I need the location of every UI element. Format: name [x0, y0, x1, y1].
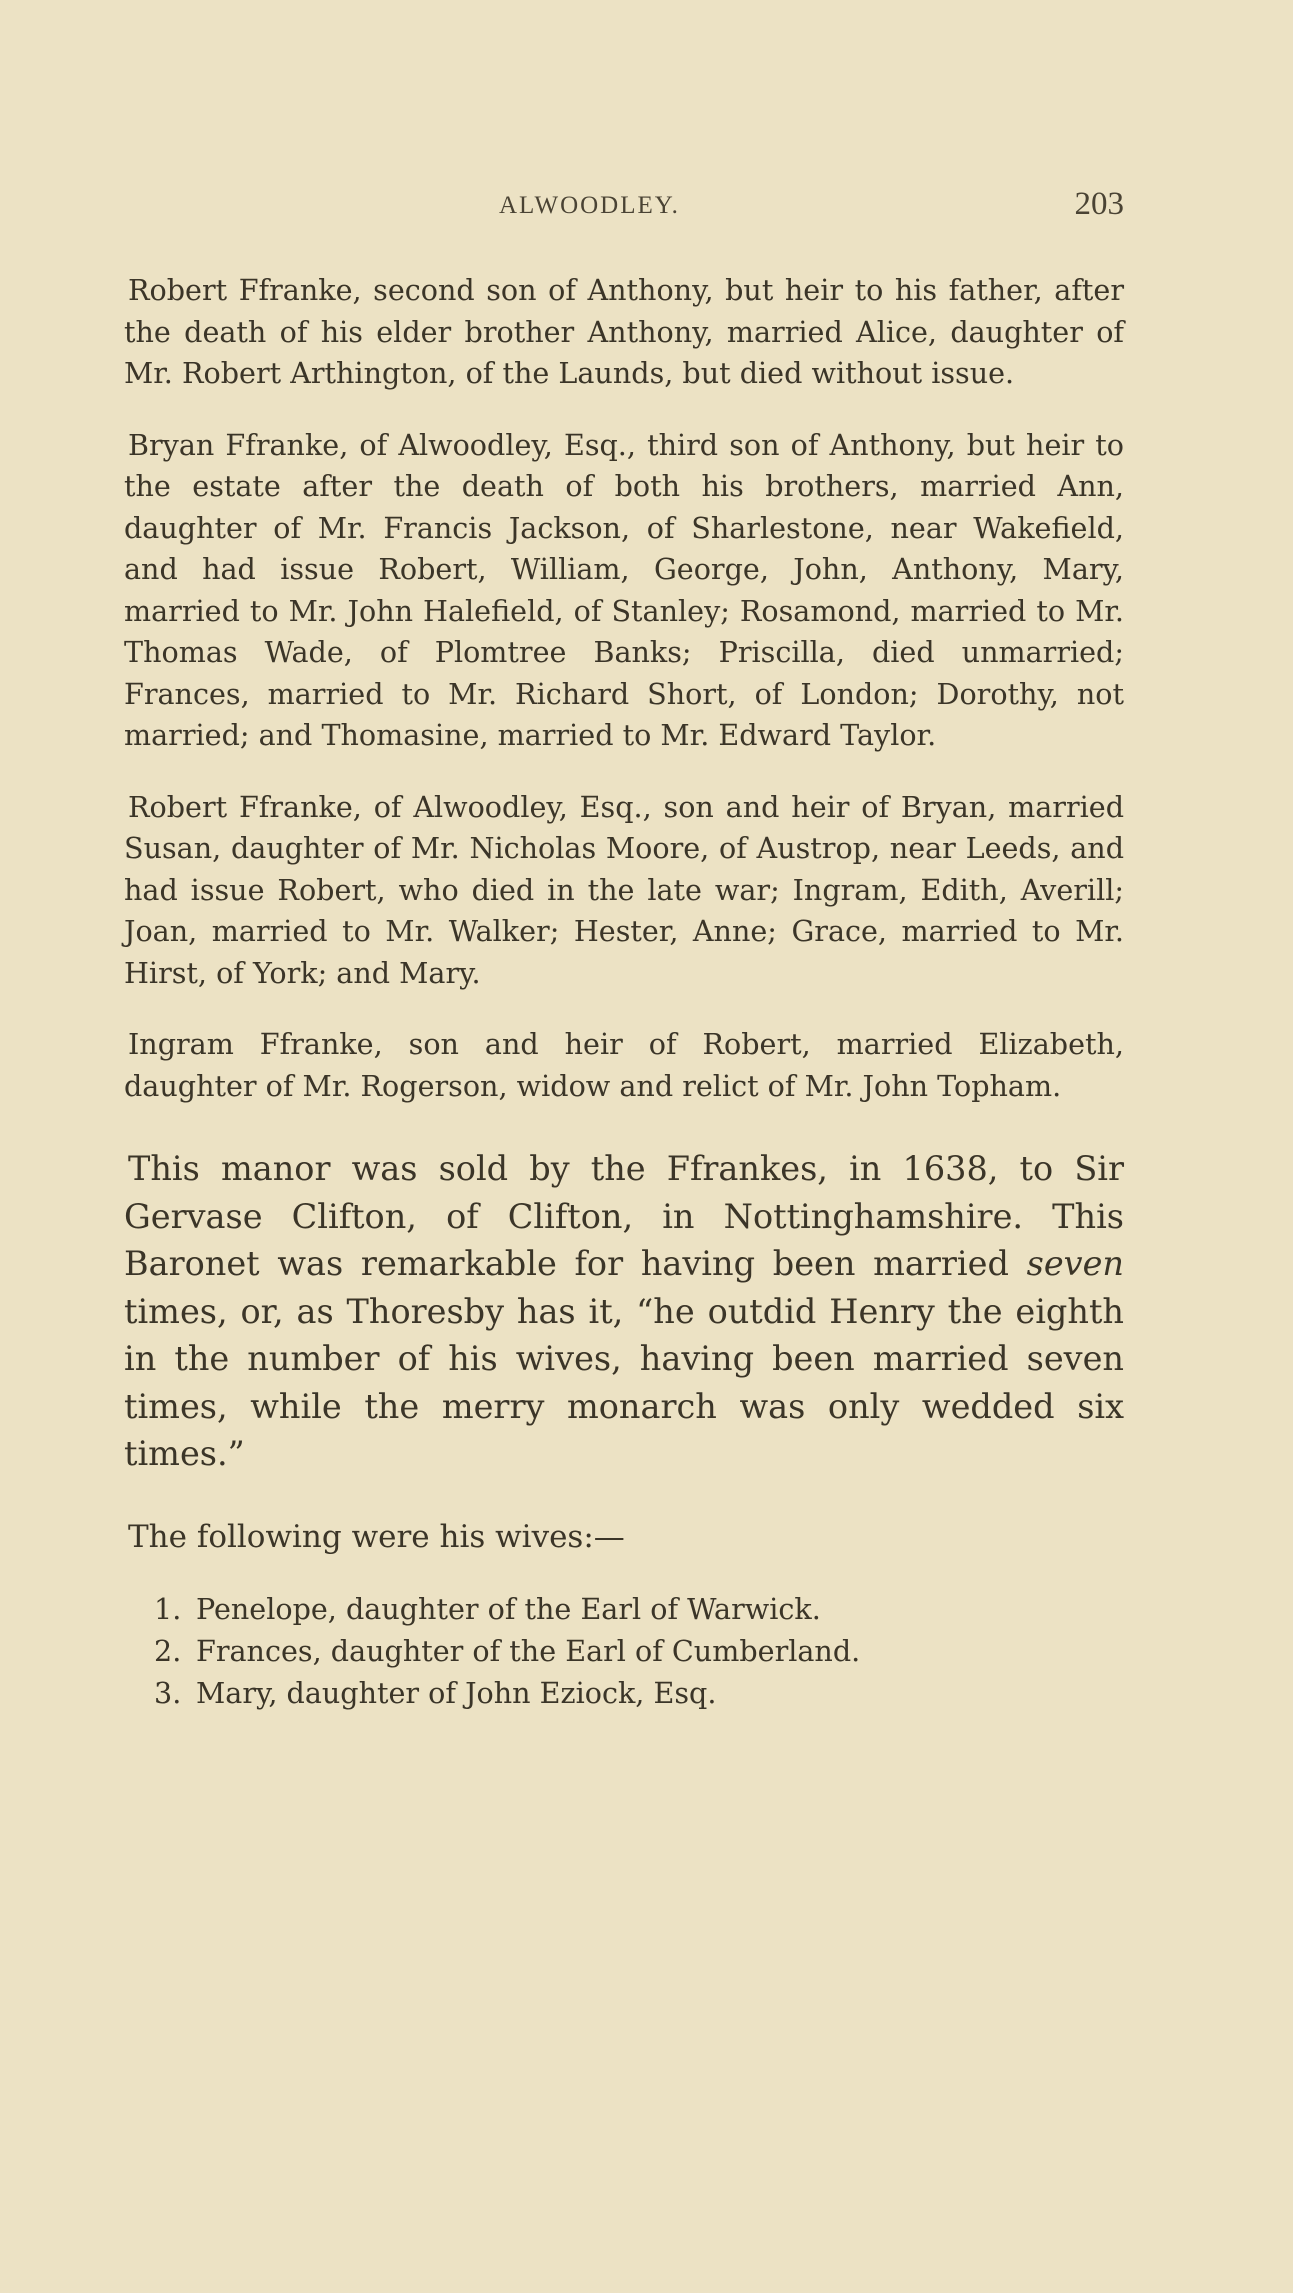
list-item [154, 1672, 1124, 1714]
paragraph-bryan-ffranke: Bryan Ffranke, of Alwoodley, Esq., third son of Anthony, but heir to the estate after the death of both his brothers, married Ann, daughter of Mr. Francis Jackson, of Sharlestone, near Wakefield, and had issue Robert, William, George, John, Anthony, Mary, married to Mr. John Halefield, of Stanley; Rosamond, married to Mr. Thomas Wade, of Plomtree Banks; Priscilla, died unmarried; Frances, married to Mr. Richard Short, of London; Dorothy, not married; and Thomasine, married to Mr. Edward Taylor. [124, 427, 1124, 752]
wives-list [154, 1588, 1124, 1714]
list-item-number: 2. [154, 1633, 182, 1668]
manor-sale-emphasis: seven [1026, 1244, 1124, 1283]
paragraph-robert-ffranke: Robert Ffranke, second son of Anthony, but heir to his father, after the death of his elder brother Anthony, married Alice, daughter of Mr. Robert Arthington, of the Launds, but died without issue. [124, 273, 1124, 390]
list-item-number: 3. [154, 1675, 182, 1710]
list-item-text: Mary, daughter of John Eziock, Esq. [196, 1675, 717, 1710]
paragraph-manor-sale [124, 1145, 1124, 1478]
list-intro: The following were his wives:— [128, 1518, 625, 1555]
list-item [154, 1588, 1124, 1630]
paragraph-robert-ffranke-esq: Robert Ffranke, of Alwoodley, Esq., son and heir of Bryan, married Susan, daughter of Mr. Nicholas Moore, of Austrop, near Leeds, and had issue Robert, who died in the late war; Ingram, Edith, Averill; Joan, married to Mr. Walker; Hester, Anne; Grace, married to Mr. Hirst, of York; and Mary. [124, 789, 1124, 990]
running-head: ALWOODLEY. [499, 192, 680, 219]
list-item-number: 1. [154, 1591, 182, 1626]
list-item [154, 1630, 1124, 1672]
page-number: 203 [1074, 186, 1124, 222]
page-header [124, 186, 1124, 232]
paragraph-ingram-ffranke: Ingram Ffranke, son and heir of Robert, married Elizabeth, daughter of Mr. Rogerson, widow and relict of Mr. John Topham. [124, 1027, 1124, 1103]
manor-sale-text-2: times, or, as Thoresby has it, “he outdid Henry the eighth in the number of his wives, having been married seven times, while the merry monarch was only wedded six times.” [124, 1291, 1124, 1473]
manor-sale-text-1: This manor was sold by the Ffrankes, in 1638, to Sir Gervase Clifton, of Clifton, in Nottinghamshire. This Baronet was remarkable for having been married [124, 1149, 1124, 1283]
list-item-text: Frances, daughter of the Earl of Cumberland. [196, 1633, 861, 1668]
list-item-text: Penelope, daughter of the Earl of Warwick. [196, 1591, 821, 1626]
body-text [124, 270, 1124, 1714]
